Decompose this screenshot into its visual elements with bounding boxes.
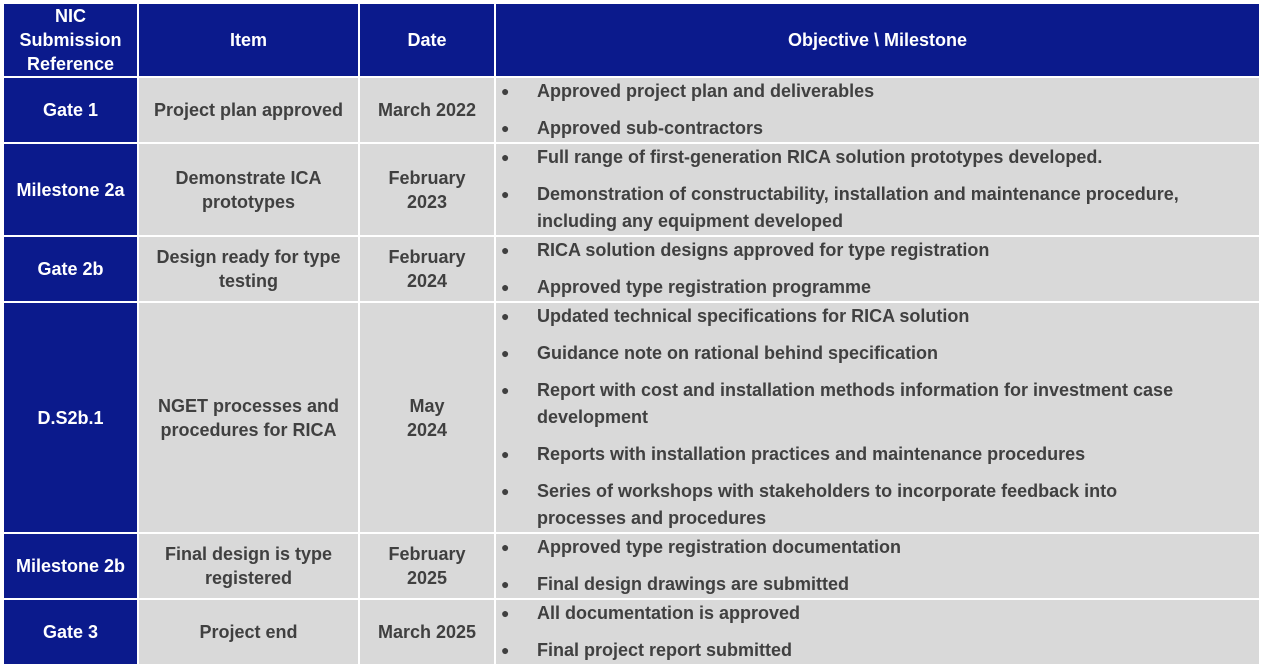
reference-cell: Gate 3 [3,599,138,665]
header-item: Item [138,3,359,77]
reference-cell: Gate 1 [3,77,138,143]
objective-line: Final design drawings are submitted [537,574,850,594]
objective-line: Series of workshops with stakeholders to incorporate feedback into [537,481,1118,501]
bullet-icon: ● [501,345,510,361]
objective-item [496,274,1259,301]
item-line: Design ready for type [156,247,341,267]
date-line: May [409,395,445,416]
objective-line: Approved sub-contractors [537,118,764,138]
reference-cell: Milestone 2b [3,533,138,599]
reference-cell: Gate 2b [3,236,138,302]
objective-item [496,571,1259,598]
header-date: Date [359,3,495,77]
objective-line: RICA solution designs approved for type registration [537,240,990,260]
date-line: March 2025 [377,622,477,642]
item-cell [138,143,359,236]
bullet-icon: ● [501,120,510,136]
date-cell [359,236,495,302]
objective-cell [495,302,1260,533]
objective-item [496,637,1259,664]
bullet-icon: ● [501,242,510,258]
bullet-icon: ● [501,605,510,621]
bullet-icon: ● [501,446,510,462]
date-cell [359,533,495,599]
objective-list [496,600,1259,664]
objective-item [496,115,1259,142]
item-line: Demonstrate ICA [175,167,322,188]
objective-line: Guidance note on rational behind specification [537,343,939,363]
item-cell [138,77,359,143]
objective-line: Updated technical specifications for RICA solution [537,306,970,326]
objective-cell [495,236,1260,302]
header-ref-line: Reference [26,54,115,74]
header-objective: Objective \ Milestone [495,3,1260,77]
objective-list [496,237,1259,301]
item-cell [138,533,359,599]
date-cell [359,302,495,533]
header-row [3,3,1260,77]
bullet-icon: ● [501,642,510,658]
objective-line: Approved project plan and deliverables [537,81,875,101]
objective-item [496,303,1259,330]
table-row [3,533,1260,599]
table-row [3,77,1260,143]
objective-line: development [537,407,649,427]
milestones-table [2,2,1261,666]
date-cell [359,599,495,665]
date-line: February [388,247,466,267]
date-cell [359,143,495,236]
objective-line: Approved type registration documentation [537,537,902,557]
bullet-icon: ● [501,539,510,555]
bullet-icon: ● [501,279,510,295]
item-cell [138,236,359,302]
header-ref-line: NIC [55,6,86,26]
reference-cell: D.S2b.1 [3,302,138,533]
objective-line: including any equipment developed [537,211,844,231]
objective-item [496,78,1259,105]
objective-cell [495,533,1260,599]
objective-line: Full range of first-generation RICA solution prototypes developed. [537,147,1103,167]
bullet-icon: ● [501,576,510,592]
objective-line: Final project report submitted [537,640,793,660]
item-line: Project end [199,622,298,642]
objective-item [496,237,1259,264]
item-line: NGET processes and [157,395,340,416]
header-ref-line: Submission [19,30,122,50]
bullet-icon: ● [501,83,510,99]
item-line: Final design is type [164,544,333,564]
table-row [3,143,1260,236]
date-line: 2025 [406,568,448,588]
item-cell [138,599,359,665]
date-line: February [388,167,466,188]
objective-item [496,441,1259,468]
objective-line: processes and procedures [537,508,767,528]
date-line: 2024 [406,271,448,291]
header-nic-reference [3,3,138,77]
item-line: Project plan approved [153,100,344,120]
objective-item [496,144,1259,171]
date-line: 2024 [406,419,448,440]
objective-cell [495,599,1260,665]
date-line: February [388,544,466,564]
bullet-icon: ● [501,149,510,165]
date-line: 2023 [406,191,448,212]
item-line: testing [218,271,278,291]
reference-cell: Milestone 2a [3,143,138,236]
objective-list [496,78,1259,142]
objective-cell [495,143,1260,236]
objective-list [496,303,1259,532]
bullet-icon: ● [501,483,510,499]
bullet-icon: ● [501,186,510,202]
objective-line: Reports with installation practices and maintenance procedures [537,444,1086,464]
bullet-icon: ● [501,308,510,324]
objective-item [496,478,1259,532]
objective-item [496,534,1259,561]
item-line: prototypes [201,191,295,212]
objective-item [496,600,1259,627]
objective-cell [495,77,1260,143]
table-row [3,302,1260,533]
objective-line: Demonstration of constructability, installation and maintenance procedure, [537,184,1179,204]
date-line: March 2022 [377,100,477,120]
objective-list [496,534,1259,598]
table-row [3,236,1260,302]
item-cell [138,302,359,533]
objective-line: All documentation is approved [537,603,801,623]
table-row [3,599,1260,665]
objective-item [496,181,1259,235]
date-cell [359,77,495,143]
objective-item [496,340,1259,367]
bullet-icon: ● [501,382,510,398]
objective-line: Approved type registration programme [537,277,872,297]
objective-list [496,144,1259,235]
objective-item [496,377,1259,431]
objective-line: Report with cost and installation methods information for investment case [537,380,1174,400]
item-line: registered [204,568,293,588]
item-line: procedures for RICA [160,419,337,440]
